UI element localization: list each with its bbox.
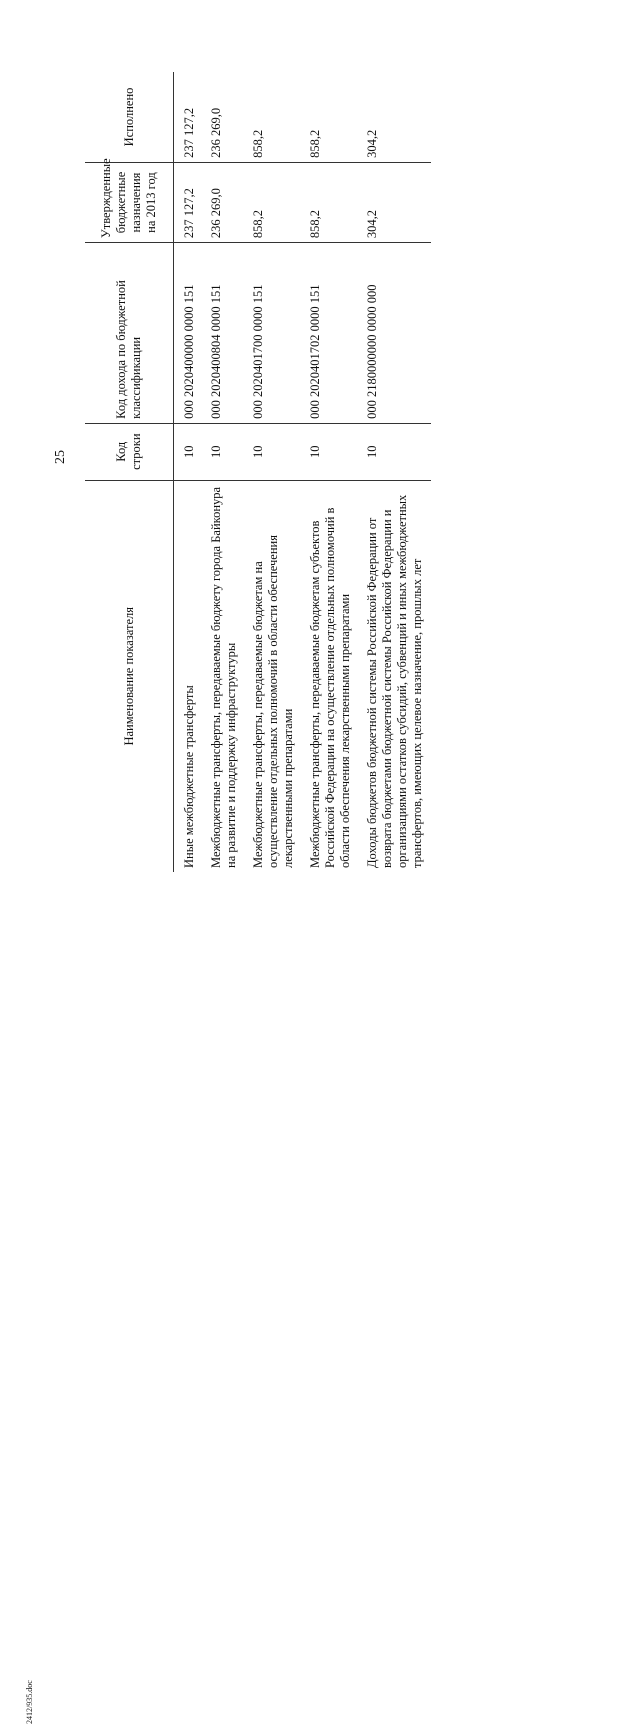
row-income-code: 000 2020400804 0000 151 bbox=[203, 243, 245, 424]
row-approved: 304,2 bbox=[359, 162, 431, 242]
header-executed: Исполнено bbox=[85, 72, 174, 162]
table-row bbox=[302, 72, 359, 872]
row-executed: 304,2 bbox=[365, 129, 379, 158]
row-executed: 237 127,2 bbox=[182, 107, 196, 158]
row-income-code: 000 2020400000 0000 151 bbox=[174, 243, 204, 424]
row-income-code: 000 2020401702 0000 151 bbox=[302, 243, 359, 424]
row-approved: 237 127,2 bbox=[174, 162, 204, 242]
row-name: Доходы бюджетов бюджетной системы Российской Федерации от возврата бюджетами бюджетной системы Российской Федерации и организациями остатков субсидий, субвенций и иных межбюджетных трансфертов, имеющих целевое назначение, прошлых лет bbox=[359, 480, 431, 872]
row-executed: 236 269,0 bbox=[209, 107, 223, 158]
table-row bbox=[359, 72, 431, 872]
income-table bbox=[85, 72, 431, 872]
row-income-code: 000 2180000000 0000 000 bbox=[359, 243, 431, 424]
table-viewport bbox=[85, 72, 540, 872]
header-income-code: Код дохода по бюджетной классификации bbox=[85, 243, 174, 424]
row-executed: 858,2 bbox=[251, 129, 265, 158]
page-number: 25 bbox=[53, 450, 68, 464]
row-line-code: 10 bbox=[245, 423, 302, 480]
row-executed: 858,2 bbox=[308, 129, 322, 158]
row-approved: 236 269,0 bbox=[203, 162, 245, 242]
row-line-code: 10 bbox=[174, 423, 204, 480]
row-approved: 858,2 bbox=[302, 162, 359, 242]
table-header-row bbox=[85, 72, 174, 872]
footer-container bbox=[10, 826, 34, 1724]
table-row bbox=[245, 72, 302, 872]
header-approved: Утвержденные бюджетные назначения на 2013 год bbox=[85, 162, 174, 242]
row-name: Межбюджетные трансферты, передаваемые бюджетам на осуществление отдельных полномочий в области обеспечения лекарственными препаратами bbox=[245, 480, 302, 872]
row-approved: 858,2 bbox=[245, 162, 302, 242]
table-row bbox=[174, 72, 204, 872]
row-line-code: 10 bbox=[203, 423, 245, 480]
row-name: Иные межбюджетные трансферты bbox=[174, 480, 204, 872]
table-row bbox=[203, 72, 245, 872]
row-name: Межбюджетные трансферты, передаваемые бюджету города Байконура на развитие и поддержку инфраструктуры bbox=[203, 480, 245, 872]
footer-doc-name: 2412/935.doc bbox=[25, 1680, 34, 1724]
header-line-code: Код строки bbox=[85, 423, 174, 480]
row-name: Межбюджетные трансферты, передаваемые бюджетам субъектов Российской Федерации на осуществление отдельных полномочий в области обеспечения лекарственными препаратами bbox=[302, 480, 359, 872]
header-name: Наименование показателя bbox=[85, 480, 174, 872]
rotated-page-content bbox=[85, 72, 540, 872]
row-line-code: 10 bbox=[302, 423, 359, 480]
row-income-code: 000 2020401700 0000 151 bbox=[245, 243, 302, 424]
row-line-code: 10 bbox=[359, 423, 431, 480]
